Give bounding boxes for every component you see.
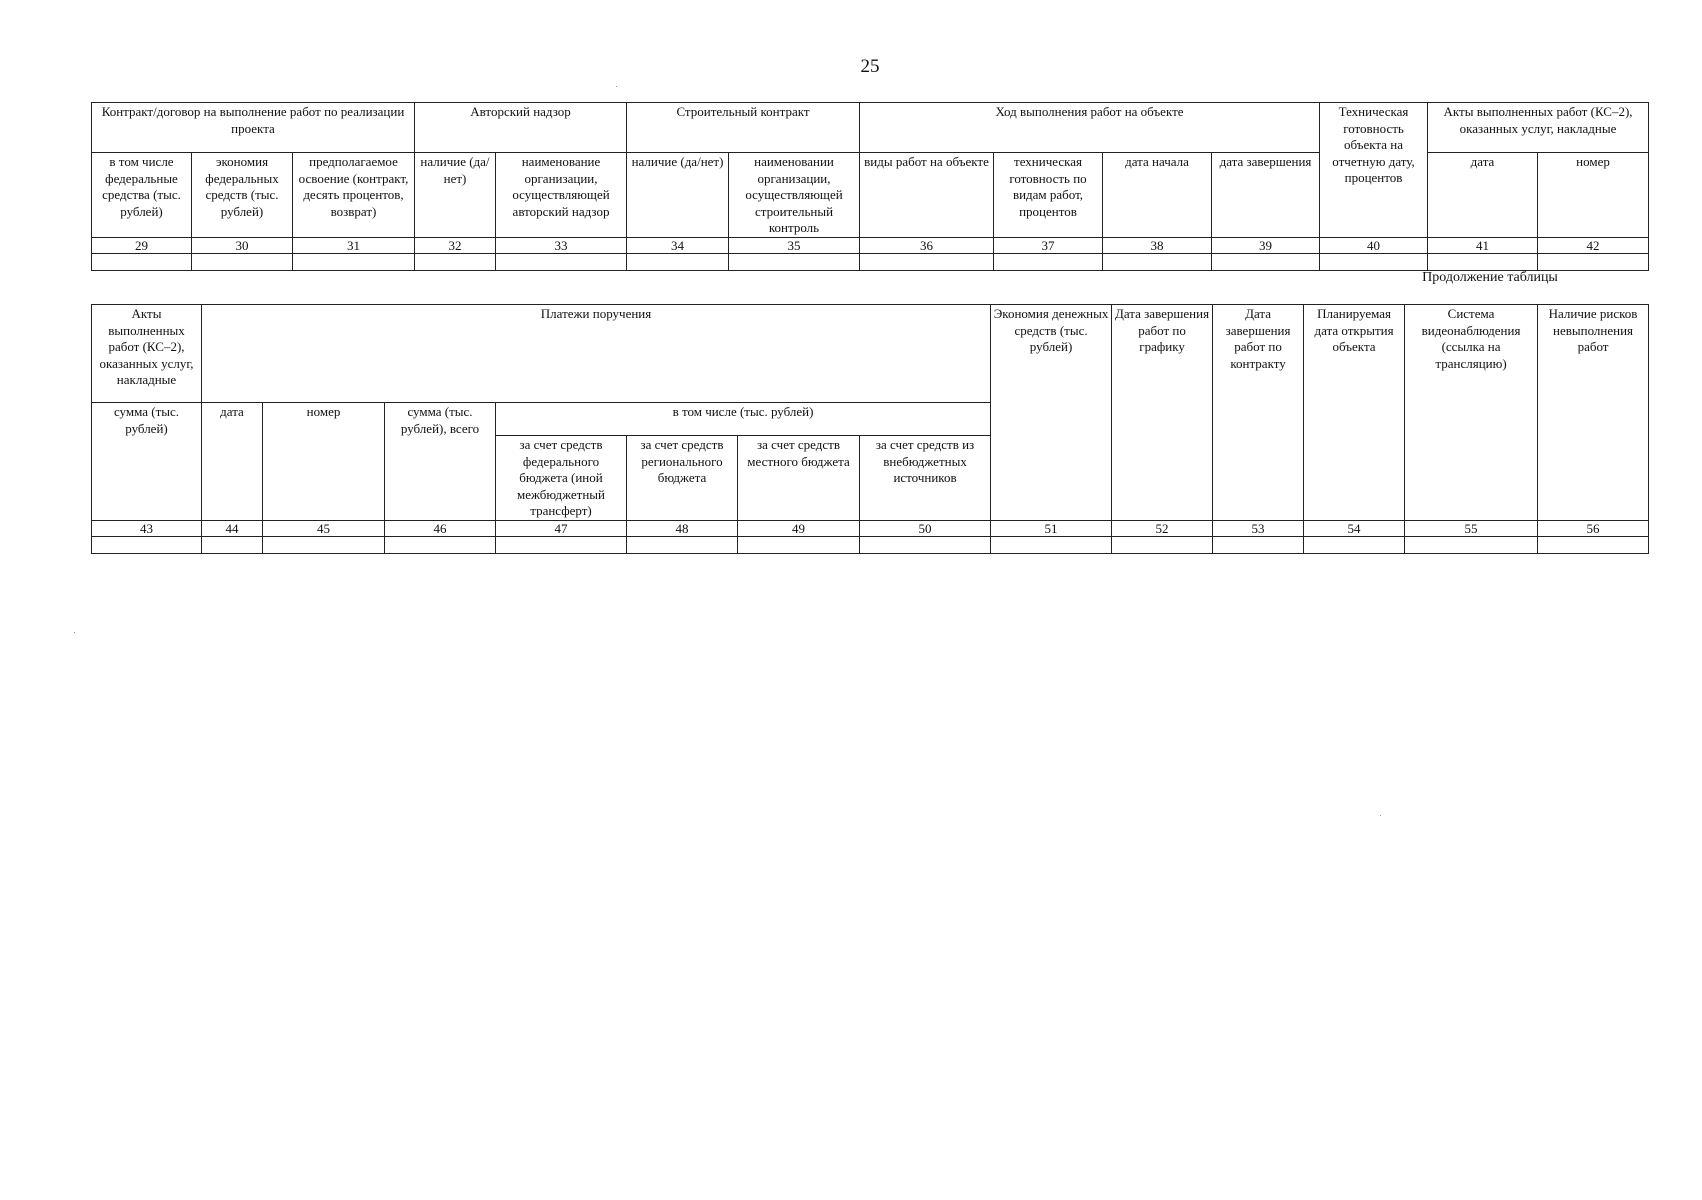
header-acts: Акты выполненных работ (КС–2), оказанных услуг, накладные bbox=[92, 305, 202, 403]
subheader-end-date: дата завершения bbox=[1212, 153, 1320, 238]
subheader-work-types: виды работ на объекте bbox=[860, 153, 994, 238]
column-number: 41 bbox=[1428, 237, 1538, 253]
column-number: 37 bbox=[994, 237, 1103, 253]
scan-speck bbox=[1380, 815, 1381, 816]
subheader-author-presence: наличие (да/нет) bbox=[415, 153, 496, 238]
column-number: 36 bbox=[860, 237, 994, 253]
table-cell[interactable] bbox=[994, 253, 1103, 270]
table-cell[interactable] bbox=[1320, 253, 1428, 270]
subheader-expected-development: предполагаемое освоение (контракт, десять процентов, возврат) bbox=[293, 153, 415, 238]
column-number: 39 bbox=[1212, 237, 1320, 253]
table-cell[interactable] bbox=[1112, 536, 1213, 553]
table-cell[interactable] bbox=[1538, 253, 1649, 270]
scan-speck bbox=[616, 86, 617, 87]
subheader-author-org: наименование организации, осуществляющей авторский надзор bbox=[496, 153, 627, 238]
column-number: 31 bbox=[293, 237, 415, 253]
header-risks: Наличие рисков невыполнения работ bbox=[1538, 305, 1649, 521]
column-number: 44 bbox=[202, 520, 263, 536]
subheader-date: дата bbox=[202, 403, 263, 521]
table-cell[interactable] bbox=[1213, 536, 1304, 553]
header-payments: Платежи поручения bbox=[202, 305, 991, 403]
table-cell[interactable] bbox=[1304, 536, 1405, 553]
table-cell[interactable] bbox=[738, 536, 860, 553]
table-cell[interactable] bbox=[1212, 253, 1320, 270]
source-local: за счет средств местного бюджета bbox=[738, 436, 860, 521]
table-cell[interactable] bbox=[415, 253, 496, 270]
source-extrabudgetary: за счет средств из внебюджетных источников bbox=[860, 436, 991, 521]
column-number: 38 bbox=[1103, 237, 1212, 253]
column-number: 45 bbox=[263, 520, 385, 536]
column-number: 53 bbox=[1213, 520, 1304, 536]
column-number: 34 bbox=[627, 237, 729, 253]
page-number: 25 bbox=[860, 56, 880, 77]
table-cell[interactable] bbox=[192, 253, 293, 270]
subheader-act-number: номер bbox=[1538, 153, 1649, 238]
table-cell[interactable] bbox=[860, 536, 991, 553]
table-cell[interactable] bbox=[263, 536, 385, 553]
group-header-work-progress: Ход выполнения работ на объекте bbox=[860, 103, 1320, 153]
column-number: 50 bbox=[860, 520, 991, 536]
column-number: 46 bbox=[385, 520, 496, 536]
column-number: 33 bbox=[496, 237, 627, 253]
column-number: 29 bbox=[92, 237, 192, 253]
header-date-schedule: Дата завершения работ по графику bbox=[1112, 305, 1213, 521]
column-number: 47 bbox=[496, 520, 627, 536]
column-number: 30 bbox=[192, 237, 293, 253]
subheader-sum: сумма (тыс. рублей) bbox=[92, 403, 202, 521]
header-date-contract: Дата завершения работ по контракту bbox=[1213, 305, 1304, 521]
group-header-technical-readiness: Техническая готовность объекта на отчетную дату, процентов bbox=[1320, 103, 1428, 238]
column-number: 52 bbox=[1112, 520, 1213, 536]
table-row bbox=[92, 520, 1649, 536]
column-number: 32 bbox=[415, 237, 496, 253]
subheader-construction-presence: наличие (да/нет) bbox=[627, 153, 729, 238]
table-cell[interactable] bbox=[991, 536, 1112, 553]
table-cell[interactable] bbox=[627, 253, 729, 270]
group-header-construction-contract: Строительный контракт bbox=[627, 103, 860, 153]
subheader-act-date: дата bbox=[1428, 153, 1538, 238]
table-cell[interactable] bbox=[293, 253, 415, 270]
column-number: 51 bbox=[991, 520, 1112, 536]
column-number: 35 bbox=[729, 237, 860, 253]
column-number: 55 bbox=[1405, 520, 1538, 536]
subheader-sum-total: сумма (тыс. рублей), всего bbox=[385, 403, 496, 521]
table-payments bbox=[91, 304, 1649, 554]
source-regional: за счет средств регионального бюджета bbox=[627, 436, 738, 521]
table-cell[interactable] bbox=[729, 253, 860, 270]
table-cell[interactable] bbox=[92, 536, 202, 553]
table-cell[interactable] bbox=[627, 536, 738, 553]
subheader-construction-org: наименовании организации, осуществляющей строительный контроль bbox=[729, 153, 860, 238]
subheader-number: номер bbox=[263, 403, 385, 521]
header-economy: Экономия денежных средств (тыс. рублей) bbox=[991, 305, 1112, 521]
subheader-federal-savings: экономия федеральных средств (тыс. рублей) bbox=[192, 153, 293, 238]
column-number: 48 bbox=[627, 520, 738, 536]
subheader-work-readiness: техническая готовность по видам работ, процентов bbox=[994, 153, 1103, 238]
subheader-start-date: дата начала bbox=[1103, 153, 1212, 238]
subheader-federal-funds: в том числе федеральные средства (тыс. рублей) bbox=[92, 153, 192, 238]
column-number: 54 bbox=[1304, 520, 1405, 536]
table-cell[interactable] bbox=[202, 536, 263, 553]
column-number: 40 bbox=[1320, 237, 1428, 253]
column-number: 43 bbox=[92, 520, 202, 536]
table-cell[interactable] bbox=[860, 253, 994, 270]
group-header-contract: Контракт/договор на выполнение работ по реализации проекта bbox=[92, 103, 415, 153]
header-planned-opening: Планируемая дата открытия объекта bbox=[1304, 305, 1405, 521]
table-cell[interactable] bbox=[1405, 536, 1538, 553]
table-cell[interactable] bbox=[1103, 253, 1212, 270]
table-cell[interactable] bbox=[385, 536, 496, 553]
table-cell[interactable] bbox=[496, 253, 627, 270]
group-header-author-supervision: Авторский надзор bbox=[415, 103, 627, 153]
table-row-empty bbox=[92, 536, 1649, 553]
table-row-empty bbox=[92, 253, 1649, 270]
table-cell[interactable] bbox=[92, 253, 192, 270]
table-contract-progress bbox=[91, 102, 1649, 271]
table-cell[interactable] bbox=[1538, 536, 1649, 553]
group-header-acts: Акты выполненных работ (КС–2), оказанных услуг, накладные bbox=[1428, 103, 1649, 153]
table-cell[interactable] bbox=[496, 536, 627, 553]
continuation-label: Продолжение таблицы bbox=[1422, 270, 1558, 285]
column-number: 42 bbox=[1538, 237, 1649, 253]
subheader-including: в том числе (тыс. рублей) bbox=[496, 403, 991, 436]
column-number: 56 bbox=[1538, 520, 1649, 536]
table-cell[interactable] bbox=[1428, 253, 1538, 270]
header-video-surveillance: Система видеонаблюдения (ссылка на трансляцию) bbox=[1405, 305, 1538, 521]
source-federal: за счет средств федерального бюджета (иной межбюджетный трансферт) bbox=[496, 436, 627, 521]
column-number: 49 bbox=[738, 520, 860, 536]
table-row bbox=[92, 237, 1649, 253]
scan-speck bbox=[74, 632, 75, 633]
